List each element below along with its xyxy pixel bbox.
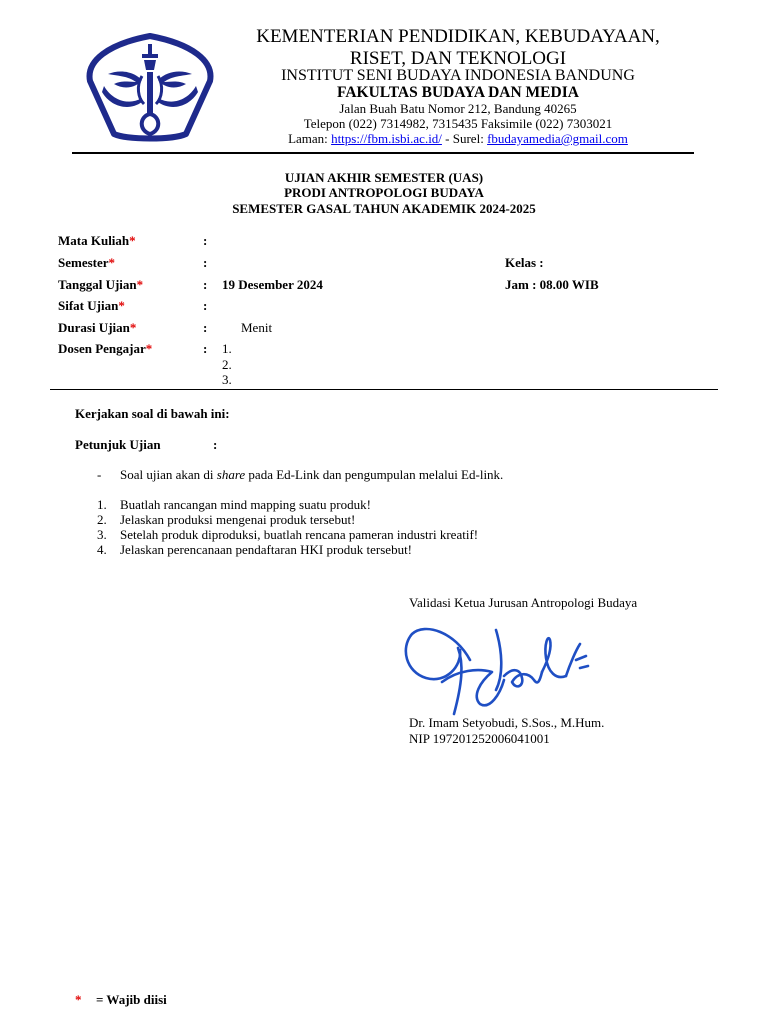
field-label-semester: Semester* [58,255,116,270]
question-text: Jelaskan produksi mengenai produk tersebut! [120,512,356,527]
web-label: Laman: [288,131,328,146]
section-divider [50,389,718,390]
footnote-text: = Wajib diisi [96,992,167,1007]
institute-name: INSTITUT SENI BUDAYA INDONESIA BANDUNG [281,67,635,84]
faculty-name: FAKULTAS BUDAYA DAN MEDIA [337,84,579,101]
footnote-star: * [75,992,82,1007]
isbi-logo-icon [78,26,220,144]
field-label-dosen-pengajar: Dosen Pengajar* [58,341,153,356]
signature-icon [400,620,595,716]
field-label-tanggal-ujian: Tanggal Ujian* [58,277,144,292]
field-label-kelas: Kelas : [505,255,544,270]
required-mark: * [108,255,116,270]
exam-title-line-1: UJIAN AKHIR SEMESTER (UAS) [284,170,484,185]
letterhead-divider [72,152,694,154]
required-mark: * [145,341,153,356]
dosen-item: 1. [222,341,232,356]
colon: : [203,277,208,292]
question-number: 1. [97,497,107,512]
validator-nip: NIP 197201252006041001 [409,731,550,746]
email-link[interactable]: fbudayamedia@gmail.com [487,131,628,146]
ministry-line-2: RISET, DAN TEKNOLOGI [349,48,567,69]
italic-share: share [216,467,246,482]
colon: : [213,437,218,452]
field-label-durasi-ujian: Durasi Ujian* [58,320,137,335]
colon: : [203,341,208,356]
bullet-text: Soal ujian akan di share pada Ed-Link dan pengumpulan melalui Ed-link. [120,467,504,482]
validation-title: Validasi Ketua Jurusan Antropologi Budaya [409,595,638,610]
validator-name: Dr. Imam Setyobudi, S.Sos., M.Hum. [409,715,605,730]
colon: : [203,233,208,248]
contact-line [228,131,688,146]
address: Jalan Buah Batu Nomor 212, Bandung 40265 [339,101,577,116]
colon: : [203,320,208,335]
exam-title-line-3: SEMESTER GASAL TAHUN AKADEMIK 2024-2025 [232,201,536,216]
question-text: Buatlah rancangan mind mapping suatu produk! [120,497,371,512]
question-number: 2. [97,512,107,527]
colon: : [203,298,208,313]
field-label-sifat-ujian: Sifat Ujian* [58,298,125,313]
instruction-heading: Kerjakan soal di bawah ini: [75,406,230,421]
dosen-item: 2. [222,357,232,372]
field-label-mata-kuliah: Mata Kuliah* [58,233,136,248]
question-number: 3. [97,527,107,542]
exam-title-line-2: PRODI ANTROPOLOGI BUDAYA [284,185,484,200]
required-mark: * [118,298,125,313]
required-mark: * [129,320,137,335]
phone-fax: Telepon (022) 7314982, 7315435 Faksimile (022) 7303021 [303,116,613,131]
dosen-item: 3. [222,372,232,387]
required-mark: * [136,277,144,292]
question-text: Setelah produk diproduksi, buatlah rencana pameran industri kreatif! [120,527,479,542]
durasi-unit: Menit [241,320,273,335]
bullet-dash: - [97,467,102,482]
required-mark: * [129,233,136,248]
ministry-line-1: KEMENTERIAN PENDIDIKAN, KEBUDAYAAN, [256,26,660,47]
email-label: - Surel: [445,131,484,146]
colon: : [203,255,208,270]
tanggal-ujian-value: 19 Desember 2024 [222,277,323,292]
question-number: 4. [97,542,107,557]
jam-value: Jam : 08.00 WIB [505,277,599,292]
question-text: Jelaskan perencanaan pendaftaran HKI produk tersebut! [120,542,413,557]
website-link[interactable]: https://fbm.isbi.ac.id/ [331,131,442,146]
petunjuk-label: Petunjuk Ujian [75,437,161,452]
